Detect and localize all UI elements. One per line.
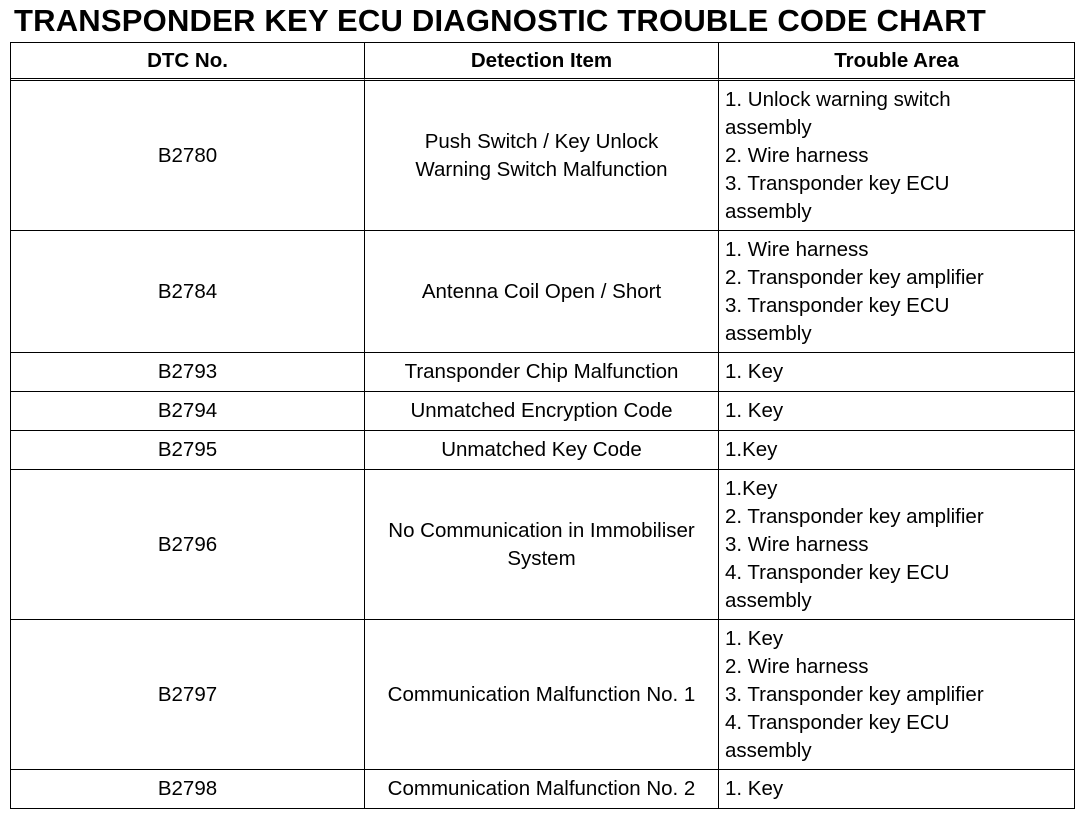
detection-item-line: No Communication in Immobiliser (388, 518, 695, 542)
trouble-area-line: 1.Key (725, 438, 778, 461)
header-dtc-no: DTC No. (11, 43, 365, 81)
detection-item (365, 231, 719, 353)
trouble-area (719, 392, 1075, 431)
trouble-area (719, 770, 1075, 809)
trouble-area (719, 81, 1075, 231)
table-row (11, 353, 1075, 392)
dtc-code: B2780 (11, 81, 365, 231)
dtc-code: B2796 (11, 470, 365, 620)
dtc-code: B2795 (11, 431, 365, 470)
table-row (11, 231, 1075, 353)
table-row (11, 620, 1075, 770)
trouble-area-line: 1. Unlock warning switch (725, 87, 951, 111)
detection-item-line: Transponder Chip Malfunction (404, 360, 679, 383)
trouble-area (719, 231, 1075, 353)
trouble-area (719, 431, 1075, 470)
trouble-area-line: 1. Key (725, 360, 784, 383)
detection-item-line: Warning Switch Malfunction (415, 157, 668, 181)
detection-item-line: Communication Malfunction No. 2 (387, 777, 696, 800)
dtc-code: B2784 (11, 231, 365, 353)
trouble-area-line: 3. Transponder key ECU (725, 171, 950, 195)
detection-item-line: Communication Malfunction No. 1 (387, 682, 696, 706)
header-trouble-area: Trouble Area (719, 43, 1075, 81)
trouble-area (719, 620, 1075, 770)
trouble-area-line: 3. Transponder key amplifier (725, 682, 984, 706)
table-row (11, 470, 1075, 620)
trouble-area (719, 353, 1075, 392)
detection-item (365, 431, 719, 470)
dtc-code: B2793 (11, 353, 365, 392)
trouble-area-line: assembly (725, 321, 812, 345)
table-row (11, 81, 1075, 231)
trouble-area-line: assembly (725, 588, 812, 612)
trouble-area-line: assembly (725, 738, 812, 762)
detection-item (365, 81, 719, 231)
trouble-area-line: 2. Transponder key amplifier (725, 265, 984, 289)
header-detection-item: Detection Item (365, 43, 719, 81)
table-row (11, 431, 1075, 470)
detection-item (365, 470, 719, 620)
trouble-area-line: 1.Key (725, 476, 778, 500)
trouble-area-line: assembly (725, 115, 812, 139)
trouble-area-line: assembly (725, 199, 812, 223)
trouble-area-line: 1. Key (725, 777, 784, 800)
table-row (11, 392, 1075, 431)
trouble-area-line: 4. Transponder key ECU (725, 560, 950, 584)
trouble-area-line: 2. Transponder key amplifier (725, 504, 984, 528)
detection-item-line: Push Switch / Key Unlock (424, 129, 659, 153)
detection-item-line: Unmatched Key Code (441, 438, 642, 461)
trouble-area-line: 4. Transponder key ECU (725, 710, 950, 734)
detection-item-line: System (507, 546, 576, 570)
trouble-area-line: 2. Wire harness (725, 654, 869, 678)
trouble-area-line: 3. Wire harness (725, 532, 869, 556)
dtc-code: B2797 (11, 620, 365, 770)
trouble-area-line: 2. Wire harness (725, 143, 869, 167)
detection-item-line: Unmatched Encryption Code (410, 399, 673, 422)
trouble-area (719, 470, 1075, 620)
detection-item (365, 353, 719, 392)
table-header-row (11, 43, 1075, 81)
trouble-area-line: 1. Wire harness (725, 237, 869, 261)
trouble-area-line: 3. Transponder key ECU (725, 293, 950, 317)
detection-item (365, 620, 719, 770)
detection-item-line: Antenna Coil Open / Short (421, 279, 662, 303)
page-title: TRANSPONDER KEY ECU DIAGNOSTIC TROUBLE CODE CHART (14, 3, 986, 38)
dtc-code: B2798 (11, 770, 365, 809)
table-row (11, 770, 1075, 809)
trouble-area-line: 1. Key (725, 399, 784, 422)
detection-item (365, 770, 719, 809)
dtc-code: B2794 (11, 392, 365, 431)
trouble-area-line: 1. Key (725, 626, 784, 650)
dtc-table (10, 42, 1075, 809)
detection-item (365, 392, 719, 431)
